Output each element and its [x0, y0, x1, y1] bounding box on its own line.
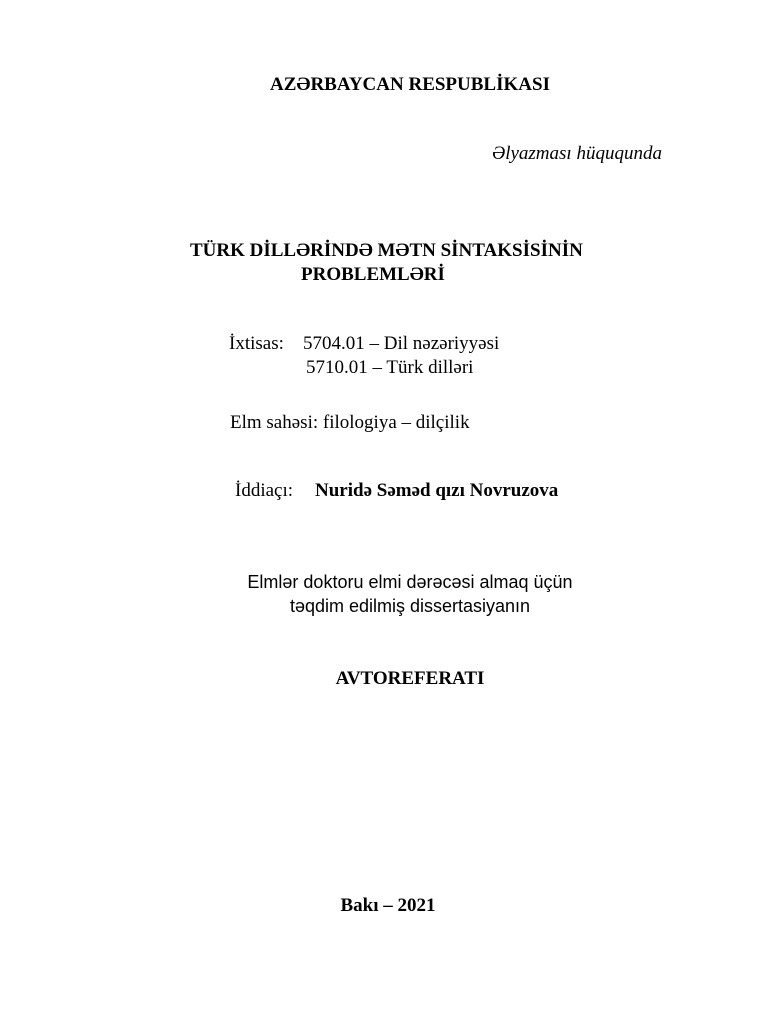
- claimant-name: Nuridə Səməd qızı Novruzova: [315, 480, 559, 501]
- document-type-heading: AVTOREFERATI: [335, 668, 485, 689]
- claimant-label: İddiaçı:: [235, 480, 294, 501]
- degree-description-line-1: Elmlər doktoru elmi dərəcəsi almaq üçün: [247, 572, 573, 592]
- specialty-label: İxtisas:: [229, 333, 284, 354]
- place-year-footer: Bakı – 2021: [340, 895, 436, 916]
- specialty-item: 5704.01 – Dil nəzəriyyəsi: [303, 333, 500, 354]
- degree-description-line-2: təqdim edilmiş dissertasiyanın: [289, 596, 531, 616]
- specialty-item: 5710.01 – Türk dilləri: [306, 357, 474, 378]
- science-field: Elm sahəsi: filologiya – dilçilik: [230, 412, 470, 433]
- manuscript-note: Əlyazması hüququnda: [492, 143, 662, 164]
- dissertation-title-line-2: PROBLEMLƏRİ: [301, 264, 445, 285]
- republic-heading: AZƏRBAYCAN RESPUBLİKASI: [270, 74, 550, 95]
- dissertation-title-line-1: TÜRK DİLLƏRİNDƏ MƏTN SİNTAKSİSİNİN: [190, 240, 583, 261]
